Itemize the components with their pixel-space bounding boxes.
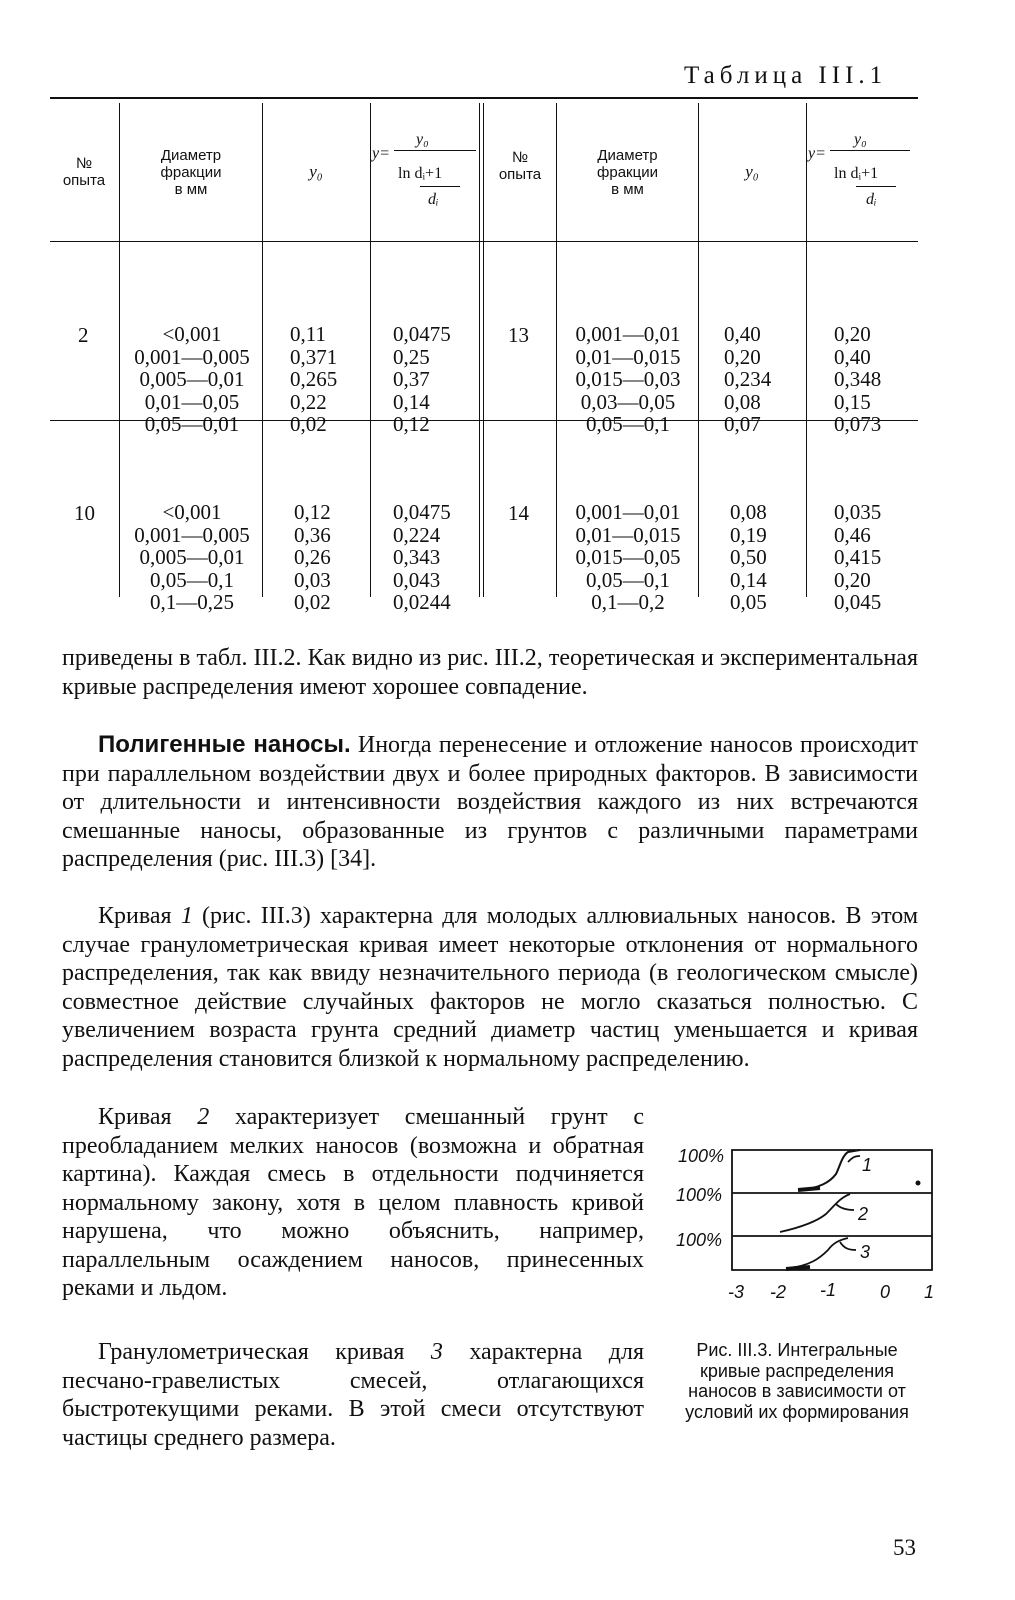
exp-number: 14 (508, 501, 529, 525)
header-rule (50, 241, 918, 242)
y0-list: 0,40 0,20 0,234 0,08 0,07 (724, 322, 772, 436)
paragraph-3: Кривая 1 (рис. III.3) характерна для молодых аллювиальных наносов. В этом случае гранулометрическая кривая имеет некоторые отклонения от нормального распределения, так как ввиду незначительного периода (в геологическом смысле) совместное действие случайных факторов не могло сказаться полностью. С увеличением возраста грунта средний диаметр частиц уменьшается и кривая распределения становится близкой к нормальному распределению. (62, 903, 919, 1072)
y0-list: 0,11 0,371 0,265 0,22 0,02 (290, 322, 338, 436)
y-list: 0,035 0,46 0,415 0,20 0,045 (834, 500, 882, 614)
paragraph-1: приведены в табл. III.2. Как видно из рис. III.2, теоретическая и экспериментальная кривые распределения имеют хорошее совпадение. (62, 645, 918, 700)
header-exp-no-right: № опыта (498, 149, 542, 183)
curve-label: 3 (860, 1242, 871, 1262)
diameter-list: 0,001—0,01 0,01—0,015 0,015—0,03 0,03—0,05 0,05—0,1 (575, 322, 681, 436)
x-tick: 1 (924, 1282, 935, 1302)
x-tick: -1 (820, 1280, 837, 1300)
diameter-list: <0,001 0,001—0,005 0,005—0,01 0,05—0,1 0,1—0,25 (134, 500, 250, 614)
header-diameter: Диаметр фракции в мм (160, 147, 222, 198)
y0-list: 0,12 0,36 0,26 0,03 0,02 (294, 500, 331, 614)
paragraph-2: Полигенные наносы. Иногда перенесение и отложение наносов происходит при параллельном воздействии двух и более природных факторов. В зависимости от длительности и интенсивности воздействия каждого из них встречаются смешанные наносы, образованные из грунтов с различными параметрами распределения (рис. III.3) [34]. (62, 731, 918, 872)
header-y-formula: y= y₀ ln dᵢ+1 dᵢ (372, 133, 478, 223)
figure-caption: Рис. III.3. Интегральные кривые распределения наносов в зависимости от условий их формирования (685, 1340, 909, 1422)
paragraph-4: Кривая 2 характеризует смешанный грунт с преобладанием мелких наносов (возможна и обратная картина). Каждая смесь в отдельности подчиняется нормальному закону, хотя в целом плавность кривой нарушена, что можно объяснить, например, параллельным осаждением наносов, принесенных реками и льдом. (62, 1104, 644, 1301)
curve-label: 2 (858, 1204, 869, 1224)
y-list: 0,20 0,40 0,348 0,15 0,073 (834, 322, 882, 436)
x-tick: -3 (728, 1282, 745, 1302)
section-heading: Полигенные наносы. (98, 731, 351, 758)
header-diameter-right: Диаметр фракции в мм (597, 147, 658, 198)
y-label: 100% (676, 1185, 723, 1205)
page-number: 53 (893, 1535, 916, 1560)
header-y-formula-right: y= y₀ ln dᵢ+1 dᵢ (808, 133, 916, 223)
data-table (50, 97, 918, 614)
y-label: 100% (678, 1146, 725, 1166)
table-caption: Таблица III.1 (684, 62, 888, 89)
header-y0: y₀ (309, 162, 323, 181)
paragraph-5: Гранулометрическая кривая 3 характерна для песчано-гравелистых смесей, отлагающихся быстротекущими реками. В этой смеси отсутствуют частицы среднего размера. (62, 1339, 644, 1451)
y0-list: 0,08 0,19 0,50 0,14 0,05 (730, 500, 767, 614)
diameter-list: 0,001—0,01 0,01—0,015 0,015—0,05 0,05—0,1 0,1—0,2 (575, 500, 681, 614)
curve-label: 1 (862, 1155, 873, 1175)
exp-number: 13 (508, 323, 529, 347)
y-list: 0,0475 0,25 0,37 0,14 0,12 (393, 322, 451, 436)
header-y0-right: y₀ (745, 162, 759, 181)
header-exp-no: № опыта (62, 155, 106, 189)
x-tick: 0 (880, 1282, 891, 1302)
exp-number: 2 (78, 323, 89, 347)
table-top-rule (50, 97, 918, 99)
exp-number: 10 (74, 501, 95, 525)
y-list: 0,0475 0,224 0,343 0,043 0,0244 (393, 500, 451, 614)
y-label: 100% (676, 1230, 723, 1250)
x-tick: -2 (770, 1282, 787, 1302)
figure-integral-curves (670, 1138, 950, 1318)
diameter-list: <0,001 0,001—0,005 0,005—0,01 0,01—0,05 0,05—0,01 (134, 322, 250, 436)
